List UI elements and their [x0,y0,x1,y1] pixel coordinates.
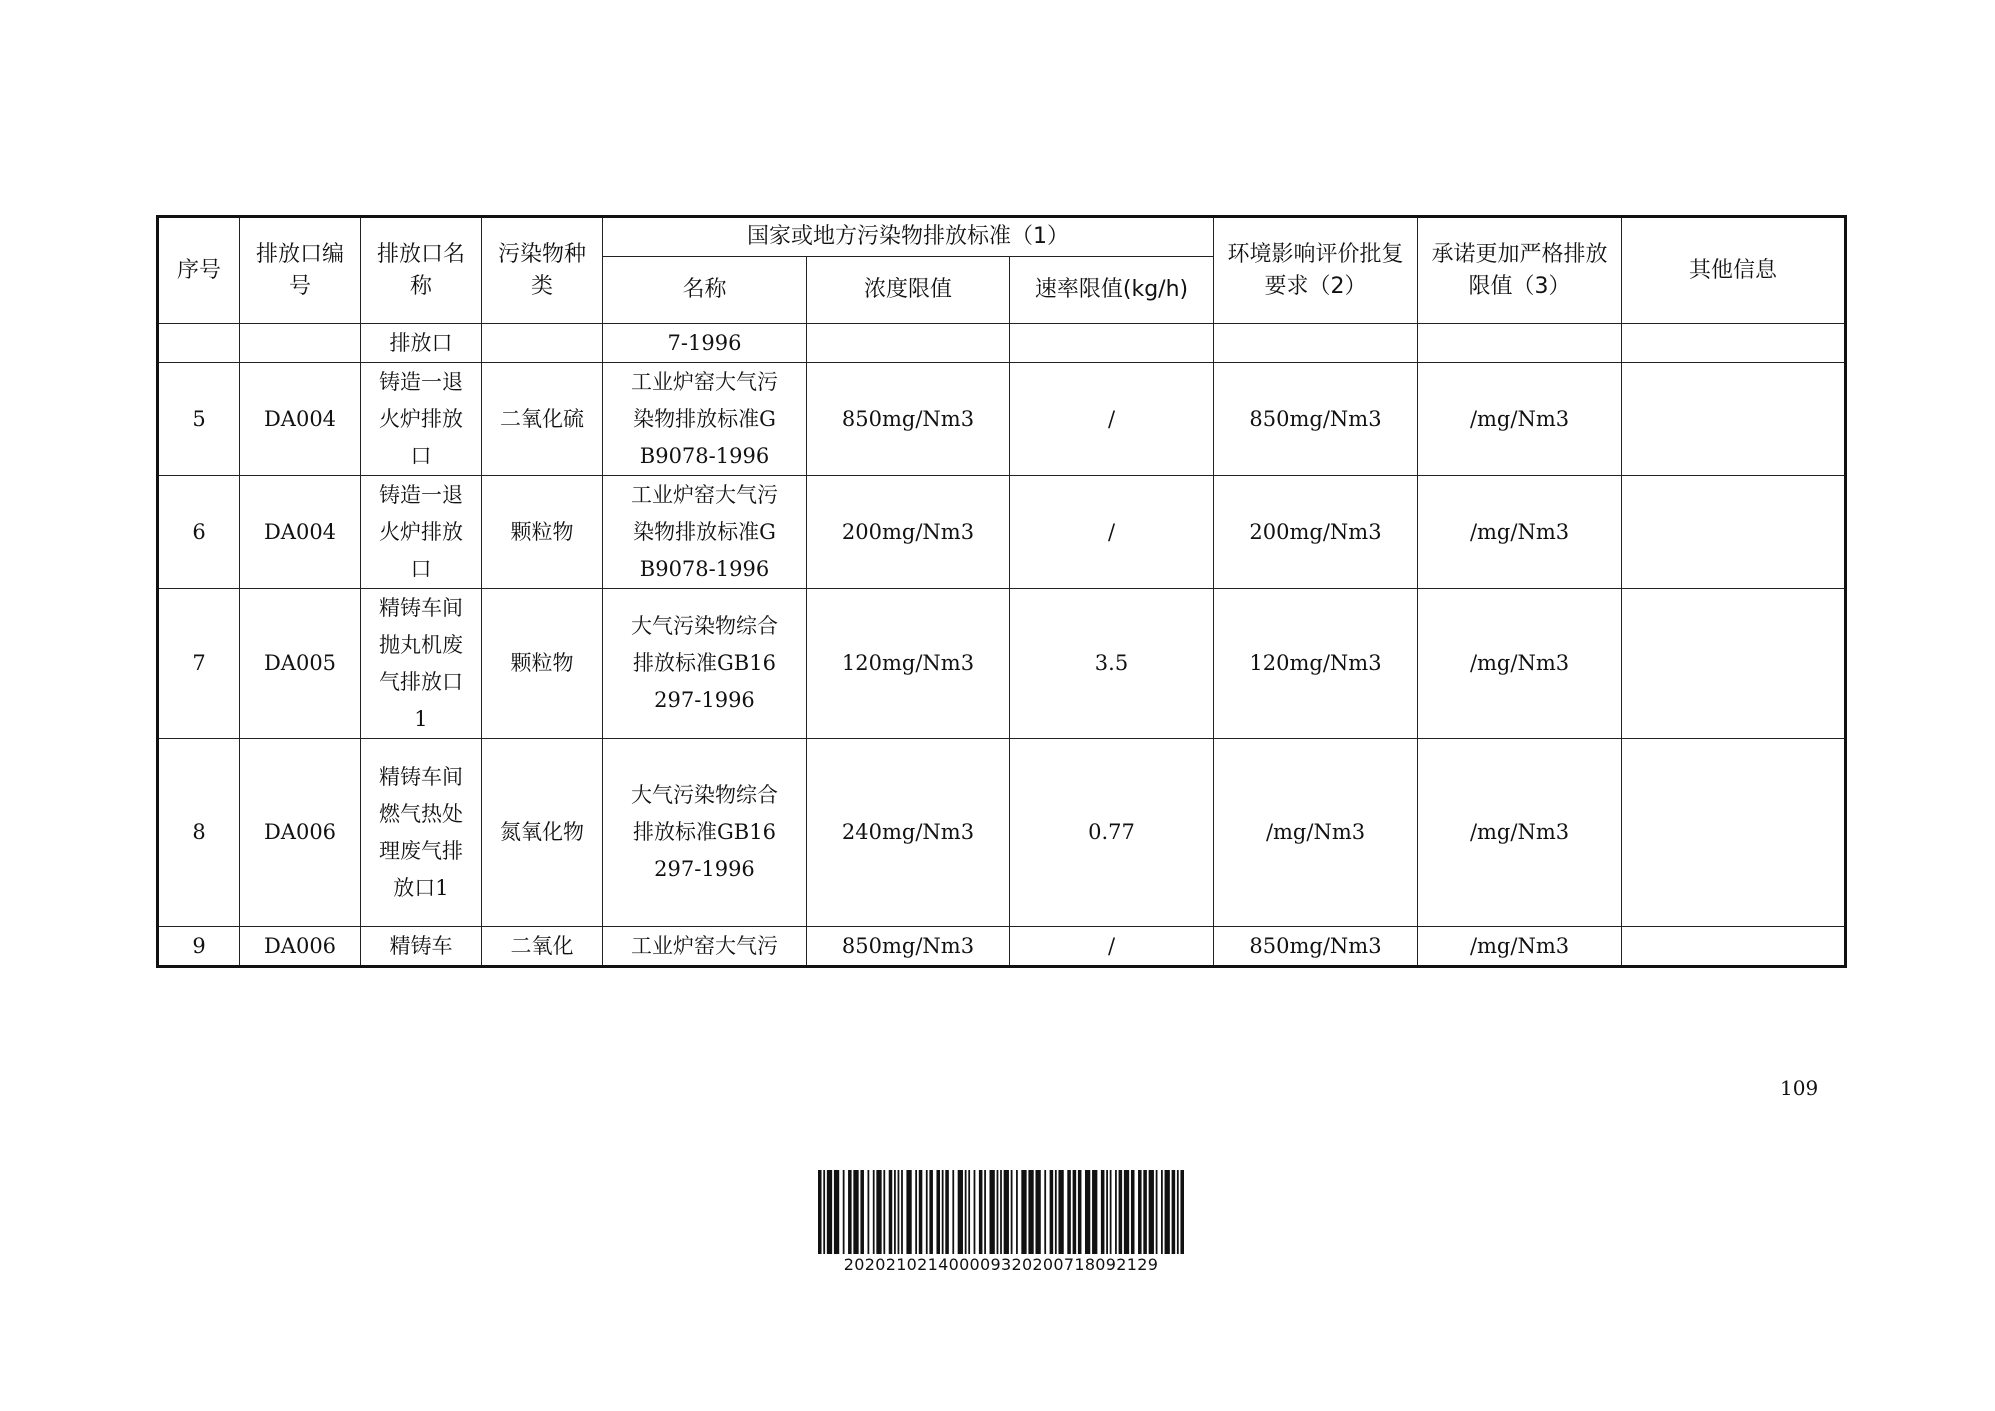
barcode-bar [1028,1170,1033,1254]
cell-outlet-name: 精铸车间燃气热处理废气排放口1 [361,739,482,927]
barcode-bar [1016,1170,1018,1254]
table-row [158,363,1846,476]
cell-other [1622,476,1846,589]
barcode-bar [889,1170,893,1254]
header-commitment: 承诺更加严格排放限值（3） [1418,217,1622,324]
cell-concentration: 200mg/Nm3 [807,476,1010,589]
barcode-bar [1149,1170,1154,1254]
cell-other [1622,363,1846,476]
barcode-bar [898,1170,900,1254]
barcode-bar [901,1170,903,1254]
cell-outlet-code [240,324,361,363]
table-row [158,927,1846,967]
header-pollutant: 污染物种类 [482,217,603,324]
header-row-1 [158,217,1846,257]
barcode-bar [1165,1170,1170,1254]
barcode-bar [979,1170,983,1254]
barcode-bar [1000,1170,1002,1254]
cell-commitment: /mg/Nm3 [1418,589,1622,739]
header-standard-group: 国家或地方污染物排放标准（1） [603,217,1214,257]
cell-outlet-code: DA004 [240,363,361,476]
barcode-bar [1085,1170,1090,1254]
cell-rate: / [1010,927,1214,967]
cell-seq: 6 [158,476,240,589]
cell-commitment [1418,324,1622,363]
cell-outlet-name: 精铸车间抛丸机废气排放口1 [361,589,482,739]
barcode-bar [1058,1170,1063,1254]
barcode-bar [958,1170,963,1254]
barcode-bar [965,1170,967,1254]
barcode-bar [883,1170,885,1254]
table-row [158,739,1846,927]
cell-other [1622,324,1846,363]
barcode-bar [848,1170,852,1254]
barcode-bar [834,1170,839,1254]
cell-eia: 850mg/Nm3 [1214,363,1418,476]
barcode-bar [1021,1170,1026,1254]
barcode-bar [1050,1170,1054,1254]
barcode-bar [1180,1170,1184,1254]
cell-seq: 7 [158,589,240,739]
cell-pollutant [482,324,603,363]
table-row [158,324,1846,363]
barcode-bar [968,1170,970,1254]
barcode-bar [906,1170,911,1254]
cell-eia: /mg/Nm3 [1214,739,1418,927]
barcode-bar [894,1170,896,1254]
cell-pollutant: 氮氧化物 [482,739,603,927]
cell-concentration: 850mg/Nm3 [807,363,1010,476]
barcode-bar [1110,1170,1112,1254]
cell-commitment: /mg/Nm3 [1418,927,1622,967]
barcode-bar [1131,1170,1135,1254]
table-row [158,476,1846,589]
cell-eia [1214,324,1418,363]
cell-concentration: 850mg/Nm3 [807,927,1010,967]
barcode-bar [818,1170,822,1254]
cell-pollutant: 颗粒物 [482,589,603,739]
barcode-bar [1073,1170,1077,1254]
barcode-bar [1119,1170,1123,1254]
cell-standard-name: 工业炉窑大气污染物排放标准GB9078-1996 [603,476,807,589]
header-concentration: 浓度限值 [807,257,1010,324]
cell-eia: 850mg/Nm3 [1214,927,1418,967]
cell-outlet-name: 铸造一退火炉排放口 [361,476,482,589]
barcode-bar [1138,1170,1142,1254]
cell-standard-name: 工业炉窑大气污 [603,927,807,967]
barcode-bar [974,1170,976,1254]
cell-concentration: 240mg/Nm3 [807,739,1010,927]
cell-standard-name: 大气污染物综合排放标准GB16297-1996 [603,589,807,739]
cell-concentration: 120mg/Nm3 [807,589,1010,739]
cell-other [1622,927,1846,967]
barcode-bar [853,1170,858,1254]
barcode-bar [952,1170,954,1254]
cell-eia: 200mg/Nm3 [1214,476,1418,589]
barcode-bar [1055,1170,1057,1254]
cell-seq: 5 [158,363,240,476]
barcode-bar [1115,1170,1117,1254]
barcode-bar [942,1170,944,1254]
cell-rate [1010,324,1214,363]
cell-pollutant: 颗粒物 [482,476,603,589]
barcode-bar [1161,1170,1163,1254]
cell-concentration [807,324,1010,363]
barcode [818,1170,1184,1274]
header-outlet-name: 排放口名称 [361,217,482,324]
cell-standard-name: 工业炉窑大气污染物排放标准GB9078-1996 [603,363,807,476]
cell-pollutant: 二氧化硫 [482,363,603,476]
barcode-bar [919,1170,923,1254]
page-number: 109 [1780,1076,1819,1100]
barcode-bar [1004,1170,1009,1254]
barcode-bar [1124,1170,1129,1254]
barcode-bar [926,1170,928,1254]
cell-seq: 9 [158,927,240,967]
header-standard-name: 名称 [603,257,807,324]
cell-commitment: /mg/Nm3 [1418,363,1622,476]
cell-rate: / [1010,476,1214,589]
cell-commitment: /mg/Nm3 [1418,739,1622,927]
barcode-bar [990,1170,995,1254]
barcode-bar [1092,1170,1097,1254]
cell-other [1622,739,1846,927]
cell-outlet-name: 精铸车 [361,927,482,967]
cell-outlet-name: 铸造一退火炉排放口 [361,363,482,476]
cell-eia: 120mg/Nm3 [1214,589,1418,739]
cell-outlet-code: DA004 [240,476,361,589]
emission-standards-table [156,215,1847,968]
cell-rate: / [1010,363,1214,476]
barcode-bar [1106,1170,1108,1254]
barcode-bar [873,1170,875,1254]
cell-standard-name: 7-1996 [603,324,807,363]
barcode-bar [1177,1170,1179,1254]
barcode-bar [860,1170,864,1254]
barcode-bar [876,1170,881,1254]
barcode-bar [868,1170,870,1254]
cell-outlet-code: DA005 [240,589,361,739]
header-other: 其他信息 [1622,217,1846,324]
barcode-bar [1101,1170,1105,1254]
barcode-bar [945,1170,949,1254]
cell-rate: 0.77 [1010,739,1214,927]
barcode-bar [823,1170,825,1254]
cell-other [1622,589,1846,739]
cell-pollutant: 二氧化 [482,927,603,967]
header-seq: 序号 [158,217,240,324]
cell-standard-name: 大气污染物综合排放标准GB16297-1996 [603,739,807,927]
barcode-bar [827,1170,832,1254]
barcode-bars [818,1170,1184,1254]
barcode-bar [1172,1170,1176,1254]
cell-seq: 8 [158,739,240,927]
barcode-bar [1011,1170,1013,1254]
table-row [158,589,1846,739]
barcode-bar [984,1170,986,1254]
cell-seq [158,324,240,363]
barcode-bar [915,1170,917,1254]
header-rate: 速率限值(kg/h) [1010,257,1214,324]
barcode-bar [1143,1170,1147,1254]
barcode-bar [929,1170,933,1254]
header-outlet-code: 排放口编号 [240,217,361,324]
barcode-bar [1067,1170,1071,1254]
barcode-bar [1035,1170,1040,1254]
cell-outlet-name: 排放口 [361,324,482,363]
cell-rate: 3.5 [1010,589,1214,739]
barcode-bar [843,1170,845,1254]
barcode-number: 202021021400009320200718092129 [843,1255,1159,1274]
cell-commitment: /mg/Nm3 [1418,476,1622,589]
barcode-bar [936,1170,940,1254]
barcode-bar [997,1170,999,1254]
cell-outlet-code: DA006 [240,739,361,927]
barcode-bar [1078,1170,1082,1254]
barcode-bar [1044,1170,1046,1254]
barcode-bar [1156,1170,1158,1254]
header-eia: 环境影响评价批复要求（2） [1214,217,1418,324]
cell-outlet-code: DA006 [240,927,361,967]
